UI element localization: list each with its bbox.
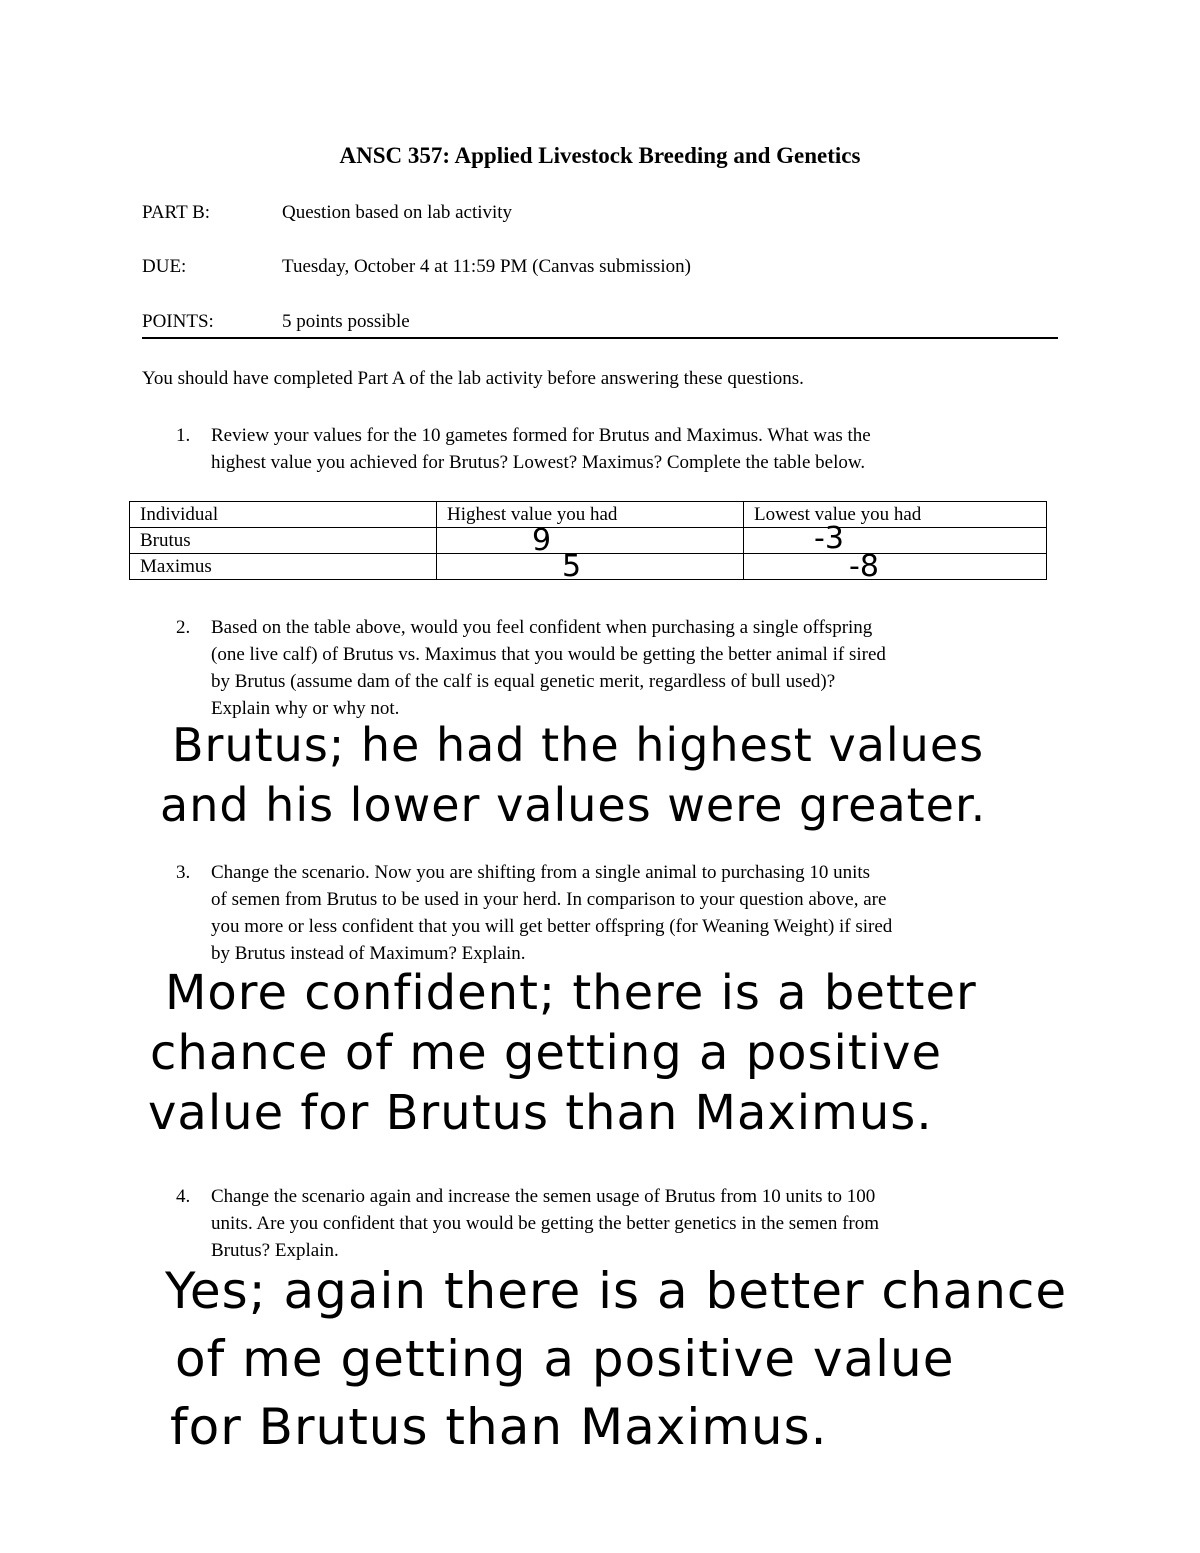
table-cell-lowest xyxy=(744,521,1047,556)
question-text xyxy=(211,859,1061,967)
question-line: highest value you achieved for Brutus? Lowest? Maximus? Complete the table below. xyxy=(211,452,866,473)
table-header-row xyxy=(130,502,1047,528)
document-title: ANSC 357: Applied Livestock Breeding and Genetics xyxy=(339,143,861,168)
table-row xyxy=(130,554,1047,580)
answer-line: of me getting a positive value xyxy=(175,1330,955,1388)
question-number: 4. xyxy=(176,1186,191,1207)
intro-text: You should have completed Part A of the lab activity before answering these questions. xyxy=(142,368,804,389)
question-number: 1. xyxy=(176,425,191,446)
table-cell-name: Brutus xyxy=(130,528,437,554)
answer-line: value for Brutus than Maximus. xyxy=(148,1085,933,1141)
answer-line: More confident; there is a better xyxy=(165,965,977,1021)
answer-line: Yes; again there is a better chance xyxy=(165,1262,1068,1320)
meta-due-value: Tuesday, October 4 at 11:59 PM (Canvas submission) xyxy=(282,256,692,277)
question-line: Change the scenario again and increase the semen usage of Brutus from 10 units to 100 xyxy=(211,1186,876,1207)
meta-points-value: 5 points possible xyxy=(282,311,410,332)
handwritten-value: -8 xyxy=(849,549,879,584)
table-cell-highest xyxy=(437,549,744,584)
handwritten-value: -3 xyxy=(814,521,844,556)
header-divider xyxy=(142,337,1058,339)
question-line: of semen from Brutus to be used in your herd. In comparison to your question above, are xyxy=(211,889,887,910)
handwritten-value: 9 xyxy=(532,523,552,558)
question-line: (one live calf) of Brutus vs. Maximus that you would be getting the better animal if sired xyxy=(211,644,886,665)
question-line: Brutus? Explain. xyxy=(211,1240,339,1261)
answer-line: for Brutus than Maximus. xyxy=(170,1398,828,1456)
meta-points-label: POINTS: xyxy=(142,311,214,332)
question-line: Explain why or why not. xyxy=(211,698,400,719)
table-row xyxy=(130,528,1047,554)
question-line: units. Are you confident that you would be getting the better genetics in the semen from xyxy=(211,1213,880,1234)
answer-line: Brutus; he had the highest values xyxy=(172,718,985,772)
table-header-cell: Lowest value you had xyxy=(744,502,1047,528)
question-line: by Brutus (assume dam of the calf is equal genetic merit, regardless of bull used)? xyxy=(211,671,836,692)
answer-line: chance of me getting a positive xyxy=(150,1025,942,1081)
question-number: 2. xyxy=(176,617,191,638)
question-number: 3. xyxy=(176,862,191,883)
question-text xyxy=(211,1183,1061,1264)
meta-due-label: DUE: xyxy=(142,256,187,277)
table-header-cell: Highest value you had xyxy=(437,502,744,528)
meta-part-value: Question based on lab activity xyxy=(282,202,513,223)
question-line: you more or less confident that you will get better offspring (for Weaning Weight) if sired xyxy=(211,916,893,937)
table-cell-highest xyxy=(437,523,744,558)
values-table xyxy=(129,501,1047,584)
table-cell-lowest xyxy=(744,549,1047,584)
question-line: Change the scenario. Now you are shifting from a single animal to purchasing 10 units xyxy=(211,862,871,883)
question-line: by Brutus instead of Maximum? Explain. xyxy=(211,943,526,964)
question-text xyxy=(211,614,1061,722)
question-line: Review your values for the 10 gametes formed for Brutus and Maximus. What was the xyxy=(211,425,871,446)
answer-line: and his lower values were greater. xyxy=(160,778,987,832)
question-line: Based on the table above, would you feel confident when purchasing a single offspring xyxy=(211,617,873,638)
table-cell-name: Maximus xyxy=(130,554,437,580)
handwritten-value: 5 xyxy=(562,549,582,584)
table-header-cell: Individual xyxy=(130,502,437,528)
question-text xyxy=(211,422,1061,476)
meta-part-label: PART B: xyxy=(142,202,211,223)
